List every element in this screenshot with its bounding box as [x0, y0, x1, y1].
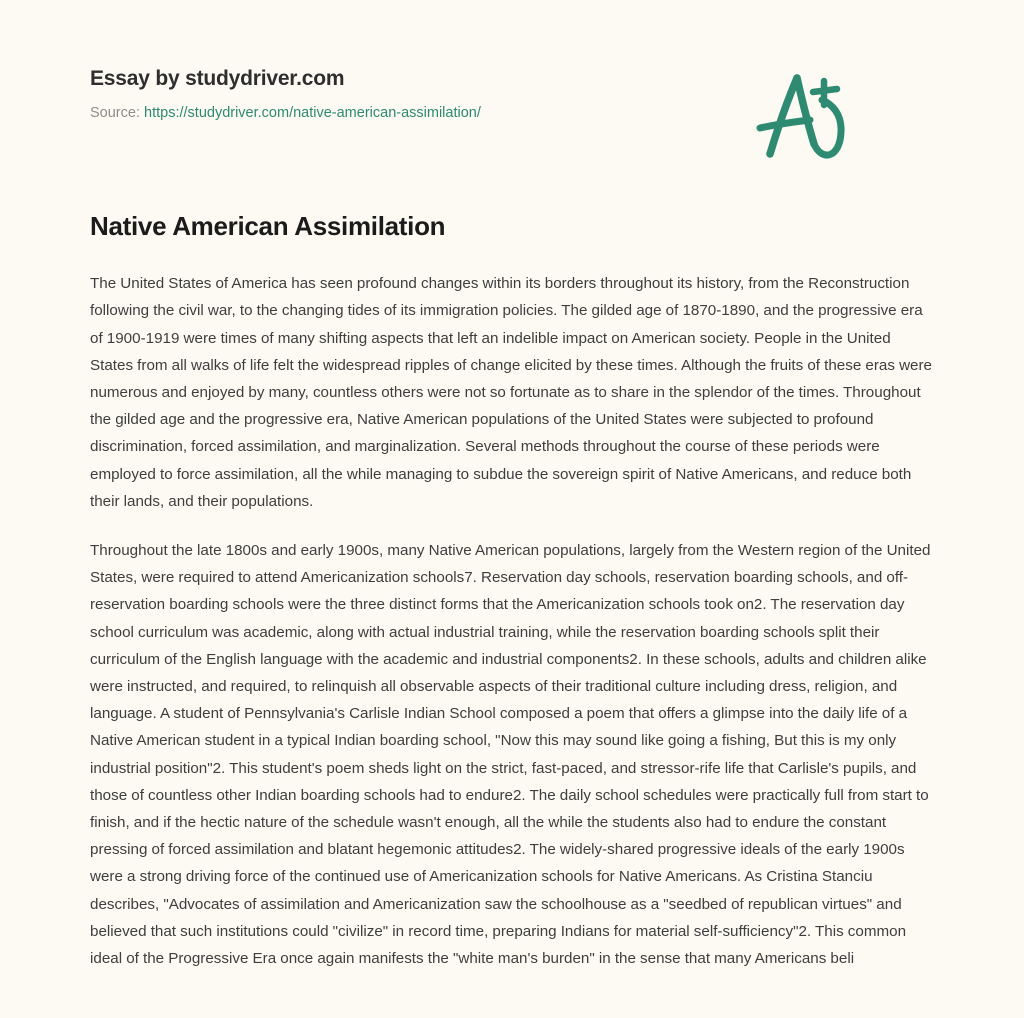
byline: Essay by studydriver.com: [90, 67, 345, 90]
page-header: [90, 0, 934, 121]
source-url-link[interactable]: https://studydriver.com/native-american-assimilation/: [144, 105, 481, 121]
source-line: [90, 106, 934, 121]
source-label: Source:: [90, 105, 140, 121]
paragraph: The United States of America has seen profound changes within its borders throughout its history, from the Reconstruction following the civil war, to the changing tides of its immigration policies. The gilded age of 1870-1890, and the progressive era of 1900-1919 were times of many shifting aspects that left an indelible impact on American society. People in the United States from all walks of life felt the widespread ripples of change elicited by these times. Although the fruits of these eras were numerous and enjoyed by many, countless others were not so fortunate as to share in the splendor of the times. Throughout the gilded age and the progressive era, Native American populations of the United States were subjected to profound discrimination, forced assimilation, and marginalization. Several methods throughout the course of these periods were employed to force assimilation, all the while managing to subdue the sovereign spirit of Native Americans, and reduce both their lands, and their populations.: [90, 275, 932, 510]
paragraph: Throughout the late 1800s and early 1900s, many Native American populations, largely from the Western region of the United States, were required to attend Americanization schools7. Reservation day schools, reservation boarding schools, and off-reservation boarding schools were the three distinct forms that the Americanization schools took on2. The reservation day school curriculum was academic, along with actual industrial training, while the reservation boarding schools split their curriculum of the English language with the academic and industrial components2. In these schools, adults and children alike were instructed, and required, to relinquish all observable aspects of their traditional culture including dress, religion, and language. A student of Pennsylvania's Carlisle Indian School composed a poem that offers a glimpse into the daily life of a Native American student in a typical Indian boarding school, "Now this may sound like going a fishing, But this is my only industrial position"2. This student's poem sheds light on the strict, fast-paced, and stressor-rife life that Carlisle's pupils, and those of countless other Indian boarding schools had to endure2. The daily school schedules were practically full from start to finish, and if the hectic nature of the schedule wasn't enough, all the while the students also had to endure the constant pressing of forced assimilation and blatant hegemonic attitudes2. The widely-shared progressive ideals of the early 1900s were a strong driving force of the continued use of Americanization schools for Native Americans. As Cristina Stanciu describes, "Advocates of assimilation and Americanization saw the schoolhouse as a "seedbed of republican virtues" and believed that such institutions could "civilize" in record time, preparing Indians for material self-sufficiency"2. This common ideal of the Progressive Era once again manifests the "white man's burden" in the sense that many Americans beli: [90, 542, 931, 968]
essay-body: [90, 242, 936, 972]
page-title: Native American Assimilation: [90, 211, 446, 241]
